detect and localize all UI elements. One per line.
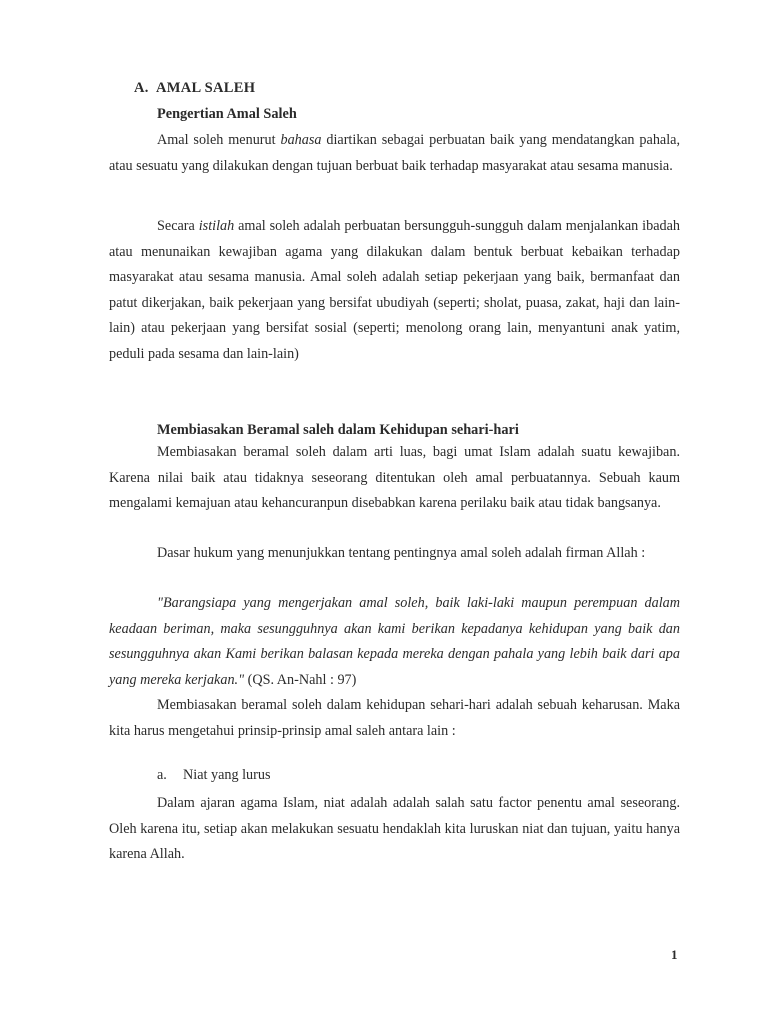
paragraph-intention: Dalam ajaran agama Islam, niat adalah adalah salah satu factor penentu amal seseorang. Oleh karena itu, setiap akan melakukan sesuatu hendaklah kita luruskan niat dan tujuan, yaitu hanya karena Allah. <box>109 795 680 862</box>
italic-term: bahasa <box>280 132 322 148</box>
paragraph-text: diartikan sebagai perbuatan baik yang mendatangkan pahala, atau sesuatu yang dilakukan dengan tujuan berbuat baik terhadap masyarakat atau sesama manusia. <box>109 132 681 174</box>
page-number: 1 <box>671 947 678 962</box>
section-title: AMAL SALEH <box>156 80 256 96</box>
list-item-a <box>157 767 270 784</box>
quote-paragraph <box>109 591 680 693</box>
paragraph-legal-basis: Dasar hukum yang menunjukkan tentang pentingnya amal soleh adalah firman Allah : <box>157 545 646 561</box>
list-item-label: Niat yang lurus <box>183 767 271 783</box>
paragraph-habituation: Membiasakan beramal soleh dalam arti luas, bagi umat Islam adalah suatu kewajiban. Karena nilai baik atau tidaknya seseorang ditentukan oleh amal perbuatannya. Sebuah kaum mengalami kemajuan atau kehancuranpun disebabkan karena perilaku baik atau tidak bangsanya. <box>109 444 680 511</box>
paragraph-text: amal soleh adalah perbuatan bersungguh-sungguh dalam menjalankan ibadah atau menunaikan kewajiban agama yang dilakukan dalam bentuk berbuat kebaikan terhadap masyarakat atau sesama manusia. Amal soleh adalah setiap pekerjaan yang baik, bermanfaat dan patut dikerjakan, baik pekerjaan yang bersifat ubudiyah (seperti; sholat, puasa, zakat, haji dan lain-lain) atau pekerjaan yang bersifat sosial (seperti; menolong orang lain, menyantuni anak yatim, peduli pada sesama dan lain-lain) <box>109 218 680 362</box>
subheading-pengertian: Pengertian Amal Saleh <box>157 106 297 122</box>
quran-quote: "Barangsiapa yang mengerjakan amal soleh, baik laki-laki maupun perempuan dalam keadaan beriman, maka sesungguhnya akan kami berikan kepadanya kehidupan yang baik dan sesungguhnya akan Kami berikan balasan kepada mereka dengan pahala yang lebih baik dari apa yang mereka kerjakan." <box>109 595 680 688</box>
paragraph-definition-term <box>109 214 680 367</box>
subheading-membiasakan: Membiasakan Beramal saleh dalam Kehidupan sehari-hari <box>157 422 519 438</box>
quote-reference: (QS. An-Nahl : 97) <box>244 671 357 688</box>
paragraph-definition-language <box>109 128 680 179</box>
italic-term: istilah <box>198 218 235 234</box>
section-letter: A. <box>134 80 149 96</box>
section-heading <box>134 80 255 97</box>
paragraph-text: Secara <box>157 218 199 234</box>
list-marker: a. <box>157 767 167 783</box>
paragraph-principles-intro: Membiasakan beramal soleh dalam kehidupan sehari-hari adalah sebuah keharusan. Maka kita harus mengetahui prinsip-prinsip amal saleh antara lain : <box>109 697 680 739</box>
paragraph-text: Amal soleh menurut <box>157 132 281 148</box>
